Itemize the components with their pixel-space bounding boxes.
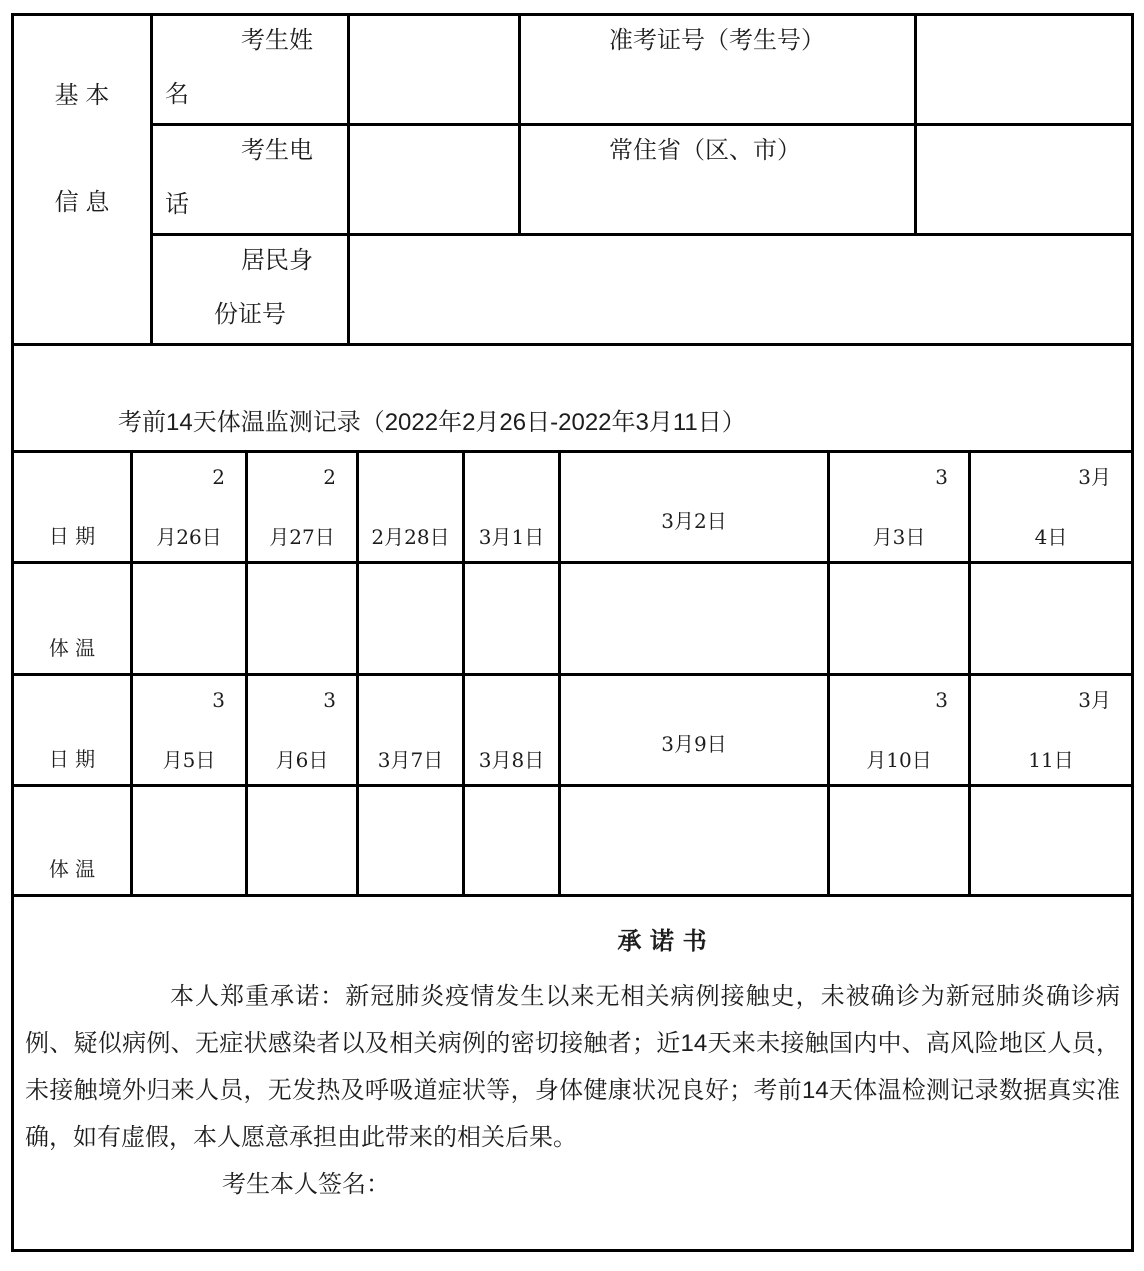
date-cell-mar11: 3月 11日 — [971, 676, 1131, 784]
temp-cell-feb28 — [359, 564, 462, 673]
temp-row1-label: 体 温 — [14, 564, 130, 673]
temp-cell-mar5 — [133, 787, 245, 894]
basic-info-line1: 基 本 — [54, 82, 110, 109]
date-cell-mar8: 3月8日 — [465, 676, 558, 784]
date-cell-feb27: 2 月27日 — [248, 453, 356, 561]
id-number-label: 居民身 份证号 — [153, 236, 347, 343]
temp-cell-mar8 — [465, 787, 558, 894]
temp-cell-mar1 — [465, 564, 558, 673]
admission-number-label: 准考证号（考生号） — [521, 16, 914, 123]
candidate-phone-value-cell — [350, 126, 518, 233]
basic-info-section — [14, 16, 1131, 343]
date-cell-feb28: 2月28日 — [359, 453, 462, 561]
temp-cell-feb26 — [133, 564, 245, 673]
date-cell-mar9: 3月9日 — [561, 676, 827, 784]
temp-cell-mar4 — [971, 564, 1131, 673]
pledge-body: 本人郑重承诺：新冠肺炎疫情发生以来无相关病例接触史，未被确诊为新冠肺炎确诊病例、疑似病例、无症状感染者以及相关病例的密切接触者；近14天来未接触国内中、高风险地区人员，未接触境外归来人员，无发热及呼吸道症状等，身体健康状况良好；考前14天体温检测记录数据真实准确，如有虚假，本人愿意承担由此带来的相关后果。 — [25, 983, 1120, 1151]
temp-cell-mar6 — [248, 787, 356, 894]
candidate-name-label: 考生姓 名 — [153, 16, 347, 123]
date-cell-mar7: 3月7日 — [359, 676, 462, 784]
pledge-section — [14, 897, 1131, 1249]
temp-cell-mar2 — [561, 564, 827, 673]
date-row2-label: 日 期 — [14, 676, 130, 784]
date-cell-mar4: 3月 4日 — [971, 453, 1131, 561]
monitor-title-section — [14, 346, 1131, 450]
resident-province-value-cell — [917, 126, 1131, 233]
monitor-title: 考前14天体温监测记录（2022年2月26日-2022年3月11日） — [14, 346, 1131, 450]
resident-province-label: 常住省（区、市） — [521, 126, 914, 233]
id-number-value-cell — [350, 236, 1131, 343]
temp-cell-mar10 — [830, 787, 968, 894]
date-row1-label: 日 期 — [14, 453, 130, 561]
pledge-cell — [14, 897, 1131, 1249]
date-cell-mar1: 3月1日 — [465, 453, 558, 561]
temp-cell-feb27 — [248, 564, 356, 673]
signature-label: 考生本人签名： — [222, 1171, 390, 1198]
candidate-phone-label: 考生电 话 — [153, 126, 347, 233]
date-cell-mar6: 3 月6日 — [248, 676, 356, 784]
date-cell-mar5: 3 月5日 — [133, 676, 245, 784]
pledge-title: 承 诺 书 — [617, 928, 708, 955]
temperature-grid-section — [14, 453, 1131, 894]
date-cell-feb26: 2 月26日 — [133, 453, 245, 561]
temp-cell-mar9 — [561, 787, 827, 894]
basic-info-group-label — [14, 16, 150, 343]
date-cell-mar3: 3 月3日 — [830, 453, 968, 561]
candidate-name-value-cell — [350, 16, 518, 123]
basic-info-line2: 信 息 — [54, 189, 110, 216]
temp-cell-mar3 — [830, 564, 968, 673]
temp-cell-mar11 — [971, 787, 1131, 894]
form-table — [11, 13, 1134, 1252]
temp-cell-mar7 — [359, 787, 462, 894]
admission-number-value-cell — [917, 16, 1131, 123]
temp-row2-label: 体 温 — [14, 787, 130, 894]
date-cell-mar2: 3月2日 — [561, 453, 827, 561]
date-cell-mar10: 3 月10日 — [830, 676, 968, 784]
